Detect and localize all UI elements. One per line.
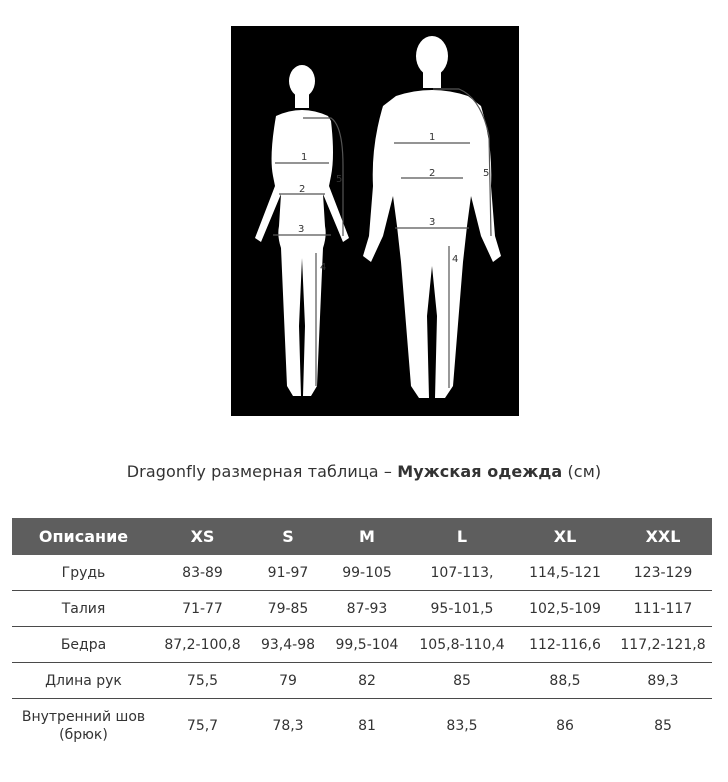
cell-l: 107-113,	[408, 555, 516, 591]
label-4-large: 4	[452, 254, 459, 265]
table-row-inseam	[12, 699, 712, 754]
table-header-row	[12, 518, 712, 555]
label-2-large: 2	[429, 168, 436, 179]
cell-m: 82	[326, 663, 408, 699]
label-1-small: 1	[301, 152, 308, 163]
label-4-small: 4	[320, 262, 327, 273]
label-3-small: 3	[298, 224, 305, 235]
cell-s: 91-97	[250, 555, 326, 591]
cell-m: 87-93	[326, 591, 408, 627]
cell-l: 105,8-110,4	[408, 627, 516, 663]
header-m: M	[326, 518, 408, 555]
table-row-waist	[12, 591, 712, 627]
cell-s: 93,4-98	[250, 627, 326, 663]
cell-l: 83,5	[446, 718, 478, 734]
header-xxl: XXL	[614, 518, 712, 555]
label-5-small: 5	[336, 174, 343, 185]
label-5-large: 5	[483, 168, 490, 179]
body-measurement-figure	[231, 26, 519, 416]
cell-xs: 87,2-100,8	[155, 627, 250, 663]
cell-xl: 102,5-109	[516, 591, 614, 627]
cell-xxl: 123-129	[614, 555, 712, 591]
table-row-chest	[12, 555, 712, 591]
table-caption	[0, 462, 728, 481]
cell-xs: 75,7	[186, 718, 219, 734]
cell-xl: 88,5	[516, 663, 614, 699]
cell-xxl: 117,2-121,8	[614, 627, 712, 663]
cell-l: 85	[408, 663, 516, 699]
row-label: Талия	[12, 591, 155, 627]
caption-unit: (см)	[567, 462, 602, 481]
header-xl: XL	[516, 518, 614, 555]
cell-m: 99-105	[326, 555, 408, 591]
cell-s: 78,3	[272, 718, 304, 734]
cell-xxl: 111-117	[614, 591, 712, 627]
cell-xs: 75,5	[155, 663, 250, 699]
body-silhouettes	[231, 26, 519, 416]
row-label: Бедра	[12, 627, 155, 663]
table-row-hips	[12, 627, 712, 663]
cell-m: 99,5-104	[326, 627, 408, 663]
header-xs: XS	[155, 518, 250, 555]
row-label: Длина рук	[12, 663, 155, 699]
cell-s: 79-85	[250, 591, 326, 627]
header-description: Описание	[12, 518, 155, 555]
label-2-small: 2	[299, 184, 306, 195]
caption-brand: Dragonfly размерная таблица –	[126, 462, 393, 481]
cell-xxl: 85	[654, 718, 672, 734]
table-row-arm-length	[12, 663, 712, 699]
cell-xs: 83-89	[155, 555, 250, 591]
cell-xl: 114,5-121	[516, 555, 614, 591]
cell-xl: 112-116,6	[516, 627, 614, 663]
cell-s: 79	[250, 663, 326, 699]
label-1-large: 1	[429, 132, 436, 143]
header-l: L	[408, 518, 516, 555]
size-table	[12, 518, 712, 753]
cell-m: 81	[358, 718, 376, 734]
cell-xxl: 89,3	[614, 663, 712, 699]
label-3-large: 3	[429, 217, 436, 228]
header-s: S	[250, 518, 326, 555]
cell-xs: 71-77	[155, 591, 250, 627]
row-label: Грудь	[12, 555, 155, 591]
cell-xl: 86	[556, 718, 574, 734]
row-label: Внутренний шов (брюк)	[21, 709, 146, 743]
cell-l: 95-101,5	[408, 591, 516, 627]
caption-bold: Мужская одежда	[397, 462, 563, 481]
